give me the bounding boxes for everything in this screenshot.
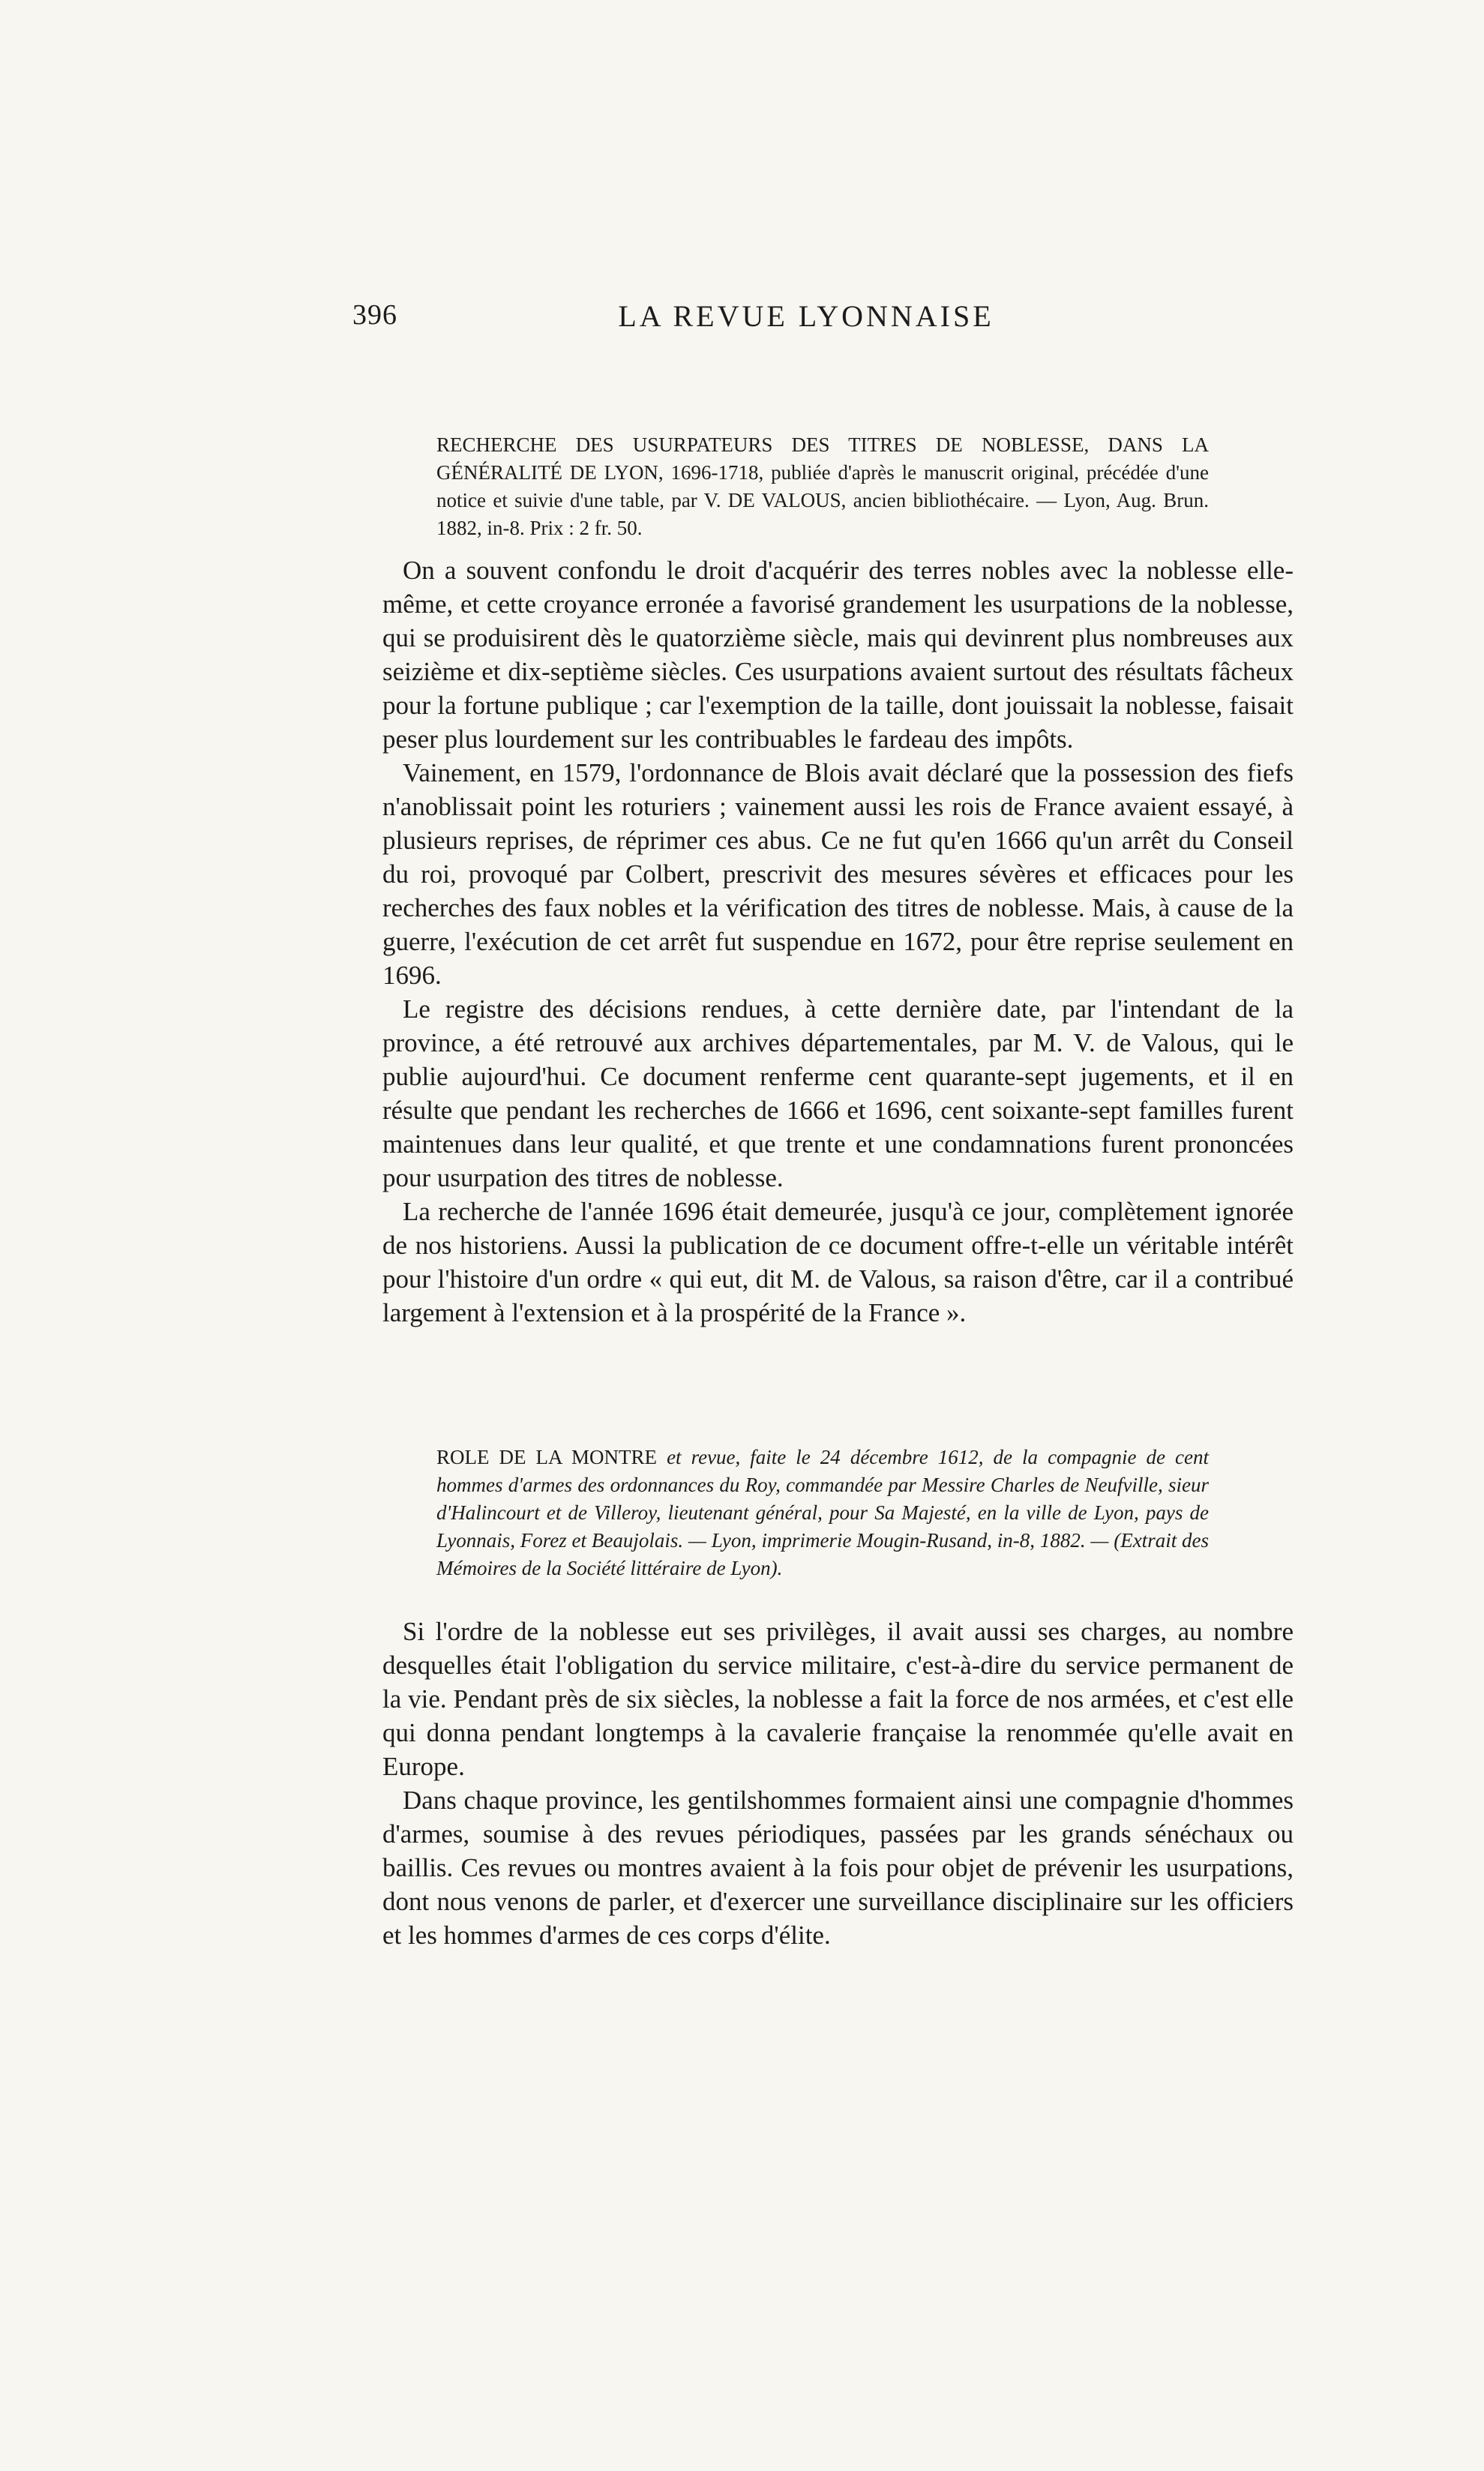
article-1-paragraph: On a souvent confondu le droit d'acquérir des terres nobles avec la noblesse elle-même, et cette croyance erronée a favorisé grandement les usurpations de la noblesse, qui se produisirent dès le quatorzième siècle, mais qui devinrent plus nombreuses aux seizième et dix-septième siècles. Ces usurpations avaient surtout des résultats fâcheux pour la fortune publique ; car l'exemption de la taille, dont jouissait la noblesse, faisait peser plus lourdement sur les contribuables le fardeau des impôts. bbox=[382, 556, 1294, 754]
page-header bbox=[352, 298, 1192, 343]
book-notice-1-title: RECHERCHE DES USURPATEURS DES TITRES DE NOBLESSE, DANS LA GÉNÉRALITÉ DE LYON, bbox=[436, 433, 1209, 484]
article-1-paragraph: Le registre des décisions rendues, à cette dernière date, par l'intendant de la province, a été retrouvé aux archives départementales, par M. V. de Valous, qui le publie aujourd'hui. Ce document renferme cent quarante-sept jugements, et il en résulte que pendant les recherches de 1666 et 1696, cent soixante-sept familles furent maintenues dans leur qualité, et que trente et une condamnations furent prononcées pour usurpation des titres de noblesse. bbox=[382, 994, 1294, 1192]
article-2-paragraph: Si l'ordre de la noblesse eut ses privilèges, il avait aussi ses charges, au nombre desquelles était l'obligation du service militaire, c'est-à-dire du service permanent de la vie. Pendant près de six siècles, la noblesse a fait la force de nos armées, et c'est elle qui donna pendant longtemps à la cavalerie française la renommée qu'elle avait en Europe. bbox=[382, 1617, 1294, 1781]
page-number: 396 bbox=[352, 299, 397, 331]
article-1-paragraph: La recherche de l'année 1696 était demeurée, jusqu'à ce jour, complètement ignorée de nos historiens. Aussi la publication de ce document offre-t-elle un véritable intérêt pour l'histoire d'un ordre « qui eut, dit M. de Valous, sa raison d'être, car il a contribué largement à l'extension et à la prospérité de la France ». bbox=[382, 1197, 1294, 1327]
article-2-paragraph: Dans chaque province, les gentilshommes formaient ainsi une compagnie d'hommes d'armes, soumise à des revues périodiques, passées par les grands sénéchaux ou baillis. Ces revues ou montres avaient à la fois pour objet de prévenir les usurpations, dont nous venons de parler, et d'exercer une surveillance disciplinaire sur les officiers et les hommes d'armes de ces corps d'élite. bbox=[382, 1786, 1294, 1950]
book-notice-1-details: 1696-1718, publiée d'après le manuscrit original, précédée d'une notice et suivie d'une table, par V. DE VALOUS, ancien bibliothécaire. — Lyon, Aug. Brun. 1882, in-8. Prix : 2 fr. 50. bbox=[436, 461, 1209, 539]
book-notice-2 bbox=[436, 1444, 1209, 1582]
book-notice-2-title: ROLE DE LA MONTRE bbox=[436, 1446, 658, 1468]
article-1-paragraph: Vainement, en 1579, l'ordonnance de Blois avait déclaré que la possession des fiefs n'anoblissait point les roturiers ; vainement aussi les rois de France avaient essayé, à plusieurs reprises, de réprimer ces abus. Ce ne fut qu'en 1666 qu'un arrêt du Conseil du roi, provoqué par Colbert, prescrivit des mesures sévères et efficaces pour les recherches des faux nobles et la vérification des titres de noblesse. Mais, à cause de la guerre, l'exécution de cet arrêt fut suspendue en 1672, pour être reprise seulement en 1696. bbox=[382, 758, 1294, 990]
article-1 bbox=[382, 553, 1294, 1330]
running-title: LA REVUE LYONNAISE bbox=[618, 299, 994, 333]
book-notice-2-details: et revue, faite le 24 décembre 1612, de la compagnie de cent hommes d'armes des ordonnances du Roy, commandée par Messire Charles de Neufville, sieur d'Halincourt et de Villeroy, lieutenant général, pour Sa Majesté, en la ville de Lyon, pays de Lyonnais, Forez et Beaujolais. — Lyon, imprimerie Mougin-Rusand, in-8, 1882. — (Extrait des Mémoires de la Société littéraire de Lyon). bbox=[436, 1446, 1210, 1579]
article-2 bbox=[382, 1615, 1294, 1952]
book-notice-1 bbox=[436, 431, 1209, 542]
